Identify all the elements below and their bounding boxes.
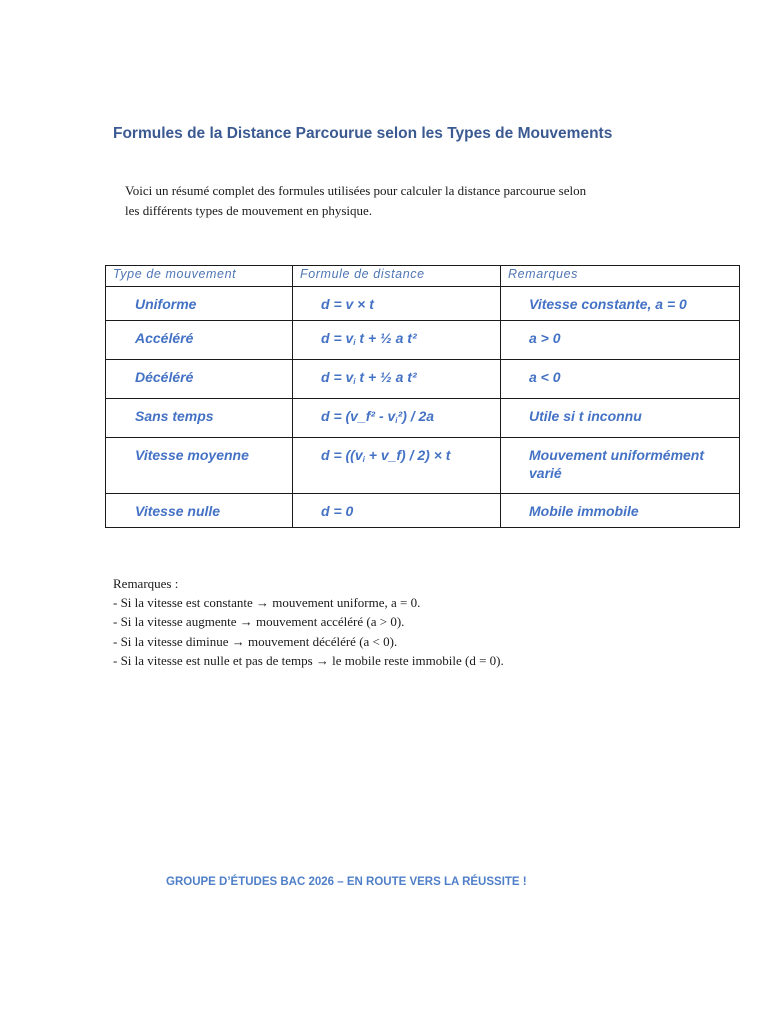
- table-header-row: [106, 266, 740, 287]
- cell-type: Vitesse moyenne: [106, 438, 293, 494]
- cell-formula: [293, 360, 501, 399]
- formula-text: d = (v_f² - v: [321, 408, 396, 424]
- remarks-heading: Remarques :: [113, 576, 179, 591]
- cell-remark: a < 0: [501, 360, 740, 399]
- header-remarks: Remarques: [501, 266, 740, 287]
- cell-type: Décéléré: [106, 360, 293, 399]
- formula-text: t + ½ a t²: [355, 369, 417, 385]
- footer-slogan: GROUPE D’ÉTUDES BAC 2026 – EN ROUTE VERS LA RÉUSSITE !: [166, 876, 527, 888]
- table-row: [106, 287, 740, 321]
- table-row: [106, 321, 740, 360]
- cell-type: Vitesse nulle: [106, 494, 293, 528]
- header-formula: Formule de distance: [293, 266, 501, 287]
- cell-formula: [293, 438, 501, 494]
- table-row: [106, 360, 740, 399]
- cell-type: Uniforme: [106, 287, 293, 321]
- remark-item: - Si la vitesse diminue → mouvement décéléré (a < 0).: [113, 633, 398, 649]
- formula-subscript: i: [353, 377, 356, 386]
- formula-text: d = v: [321, 369, 354, 385]
- formula-subscript: i: [353, 338, 356, 347]
- intro-paragraph: [125, 181, 685, 221]
- intro-line: Voici un résumé complet des formules utilisées pour calculer la distance parcourue selon: [125, 183, 587, 198]
- formula-text: + v_f) / 2) × t: [364, 447, 451, 463]
- cell-formula: d = 0: [293, 494, 501, 528]
- formula-subscript: i: [362, 455, 365, 464]
- cell-formula: [293, 399, 501, 438]
- document-title: Formules de la Distance Parcourue selon les Types de Mouvements: [113, 125, 613, 142]
- table-row: [106, 438, 740, 494]
- cell-remark: Mouvement uniformément varié: [501, 438, 740, 494]
- cell-remark: Mobile immobile: [501, 494, 740, 528]
- remarks-section: [113, 574, 504, 670]
- cell-remark: Vitesse constante, a = 0: [501, 287, 740, 321]
- formula-text: ²) / 2a: [397, 408, 435, 424]
- formula-text: t + ½ a t²: [355, 330, 417, 346]
- cell-type: Accéléré: [106, 321, 293, 360]
- header-type: Type de mouvement: [106, 266, 293, 287]
- table-row: [106, 399, 740, 438]
- cell-remark: Utile si t inconnu: [501, 399, 740, 438]
- cell-remark: a > 0: [501, 321, 740, 360]
- cell-formula: [293, 321, 501, 360]
- formula-text: d = v: [321, 330, 354, 346]
- cell-formula: d = v × t: [293, 287, 501, 321]
- formula-text: d = ((v: [321, 447, 363, 463]
- remark-item: - Si la vitesse augmente → mouvement accéléré (a > 0).: [113, 614, 405, 630]
- formula-subscript: i: [395, 416, 398, 425]
- formula-table: [105, 265, 740, 528]
- cell-type: Sans temps: [106, 399, 293, 438]
- intro-line: les différents types de mouvement en physique.: [125, 203, 373, 218]
- remark-item: - Si la vitesse est nulle et pas de temps → le mobile reste immobile (d = 0).: [113, 652, 504, 668]
- table-row: [106, 494, 740, 528]
- remark-item: - Si la vitesse est constante → mouvement uniforme, a = 0.: [113, 595, 421, 611]
